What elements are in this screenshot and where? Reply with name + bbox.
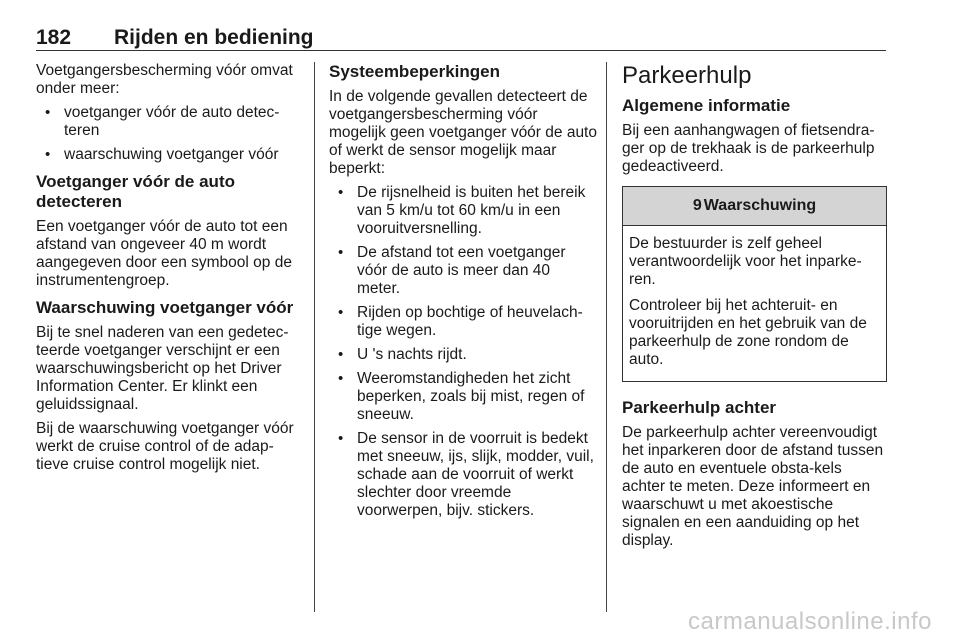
list-item: • Weeromstandigheden het zicht beperken, zoals bij mist, regen of sneeuw. (329, 370, 597, 424)
warning-title-bar (623, 187, 886, 226)
limitations-list (329, 184, 597, 520)
general-text: Bij een aanhangwagen of fietsendra-ger op de trekhaak is de parkeerhulp gedeactiveerd. (622, 122, 875, 175)
section-heading-limitations: Systeembeperkingen (329, 62, 501, 81)
list-item: • De sensor in de voorruit is bedekt met sneeuw, ijs, slijk, modder, vuil, schade aan de voorruit of werkt slechter door vreemde voorwerpen, bijv. stickers. (329, 430, 597, 520)
warning-body (623, 226, 886, 381)
section-text-detect: Een voetganger vóór de auto tot een afstand van ongeveer 40 m wordt aangegeven door een symbool op de instrumentengroep. (36, 218, 292, 289)
rear-parking-text: De parkeerhulp achter vereenvoudigt het inparkeren door de afstand tussen de auto en eventuele obsta-kels achter te meten. Deze informeert en waarschuwt u met akoestische signalen en een aanduiding op het display. (622, 424, 884, 549)
section-heading-warning: Waarschuwing voetganger vóór (36, 298, 294, 317)
intro-bullet-list (36, 104, 302, 164)
page-title: Rijden en bediening (114, 26, 314, 49)
page-header (36, 22, 886, 51)
warning-text-1: De bestuurder is zelf geheel verantwoordelijk voor het inparke-ren. (629, 235, 862, 288)
list-item: • voetganger vóór de auto detec-teren (36, 104, 302, 140)
warning-icon: 9 (692, 197, 702, 214)
column-2 (329, 62, 597, 526)
watermark: carmanualsonline.info (688, 608, 932, 635)
chapter-heading-parking: Parkeerhulp (622, 62, 752, 89)
section-text-warning-1: Bij te snel naderen van een gedetec-teerde voetganger verschijnt er een waarschuwingsbericht op het Driver Information Center. Er klinkt een geluidssignaal. (36, 324, 289, 413)
subheading-general: Algemene informatie (622, 96, 791, 115)
section-heading-detect: Voetganger vóór de auto detecteren (36, 172, 235, 211)
list-item: • U 's nachts rijdt. (329, 346, 597, 364)
column-divider-2 (606, 62, 607, 612)
limitations-intro: In de volgende gevallen detecteert de voetgangersbescherming vóór mogelijk geen voetganger vóór de auto of werkt de sensor mogelijk maar beperkt: (329, 88, 597, 177)
section-heading-rear-parking: Parkeerhulp achter (622, 398, 777, 417)
list-item: • waarschuwing voetganger vóór (36, 146, 302, 164)
page-number: 182 (36, 26, 72, 49)
section-text-warning-2: Bij de waarschuwing voetganger vóór werkt de cruise control of de adap-tieve cruise control mogelijk niet. (36, 420, 294, 473)
list-item: • De afstand tot een voetganger vóór de auto is meer dan 40 meter. (329, 244, 597, 298)
list-item: • Rijden op bochtige of heuvelach-tige wegen. (329, 304, 597, 340)
list-item: • De rijsnelheid is buiten het bereik van 5 km/u tot 60 km/u in een vooruitversnelling. (329, 184, 597, 238)
warning-text-2: Controleer bij het achteruit- en vooruitrijden en het gebruik van de parkeerhulp de zone rondom de auto. (629, 297, 867, 368)
column-divider-1 (314, 62, 315, 612)
column-3 (622, 62, 887, 556)
warning-title: Waarschuwing (703, 197, 817, 214)
intro-text: Voetgangersbescherming vóór omvat onder meer: (36, 62, 293, 97)
warning-box (622, 186, 887, 382)
column-1 (36, 62, 302, 480)
